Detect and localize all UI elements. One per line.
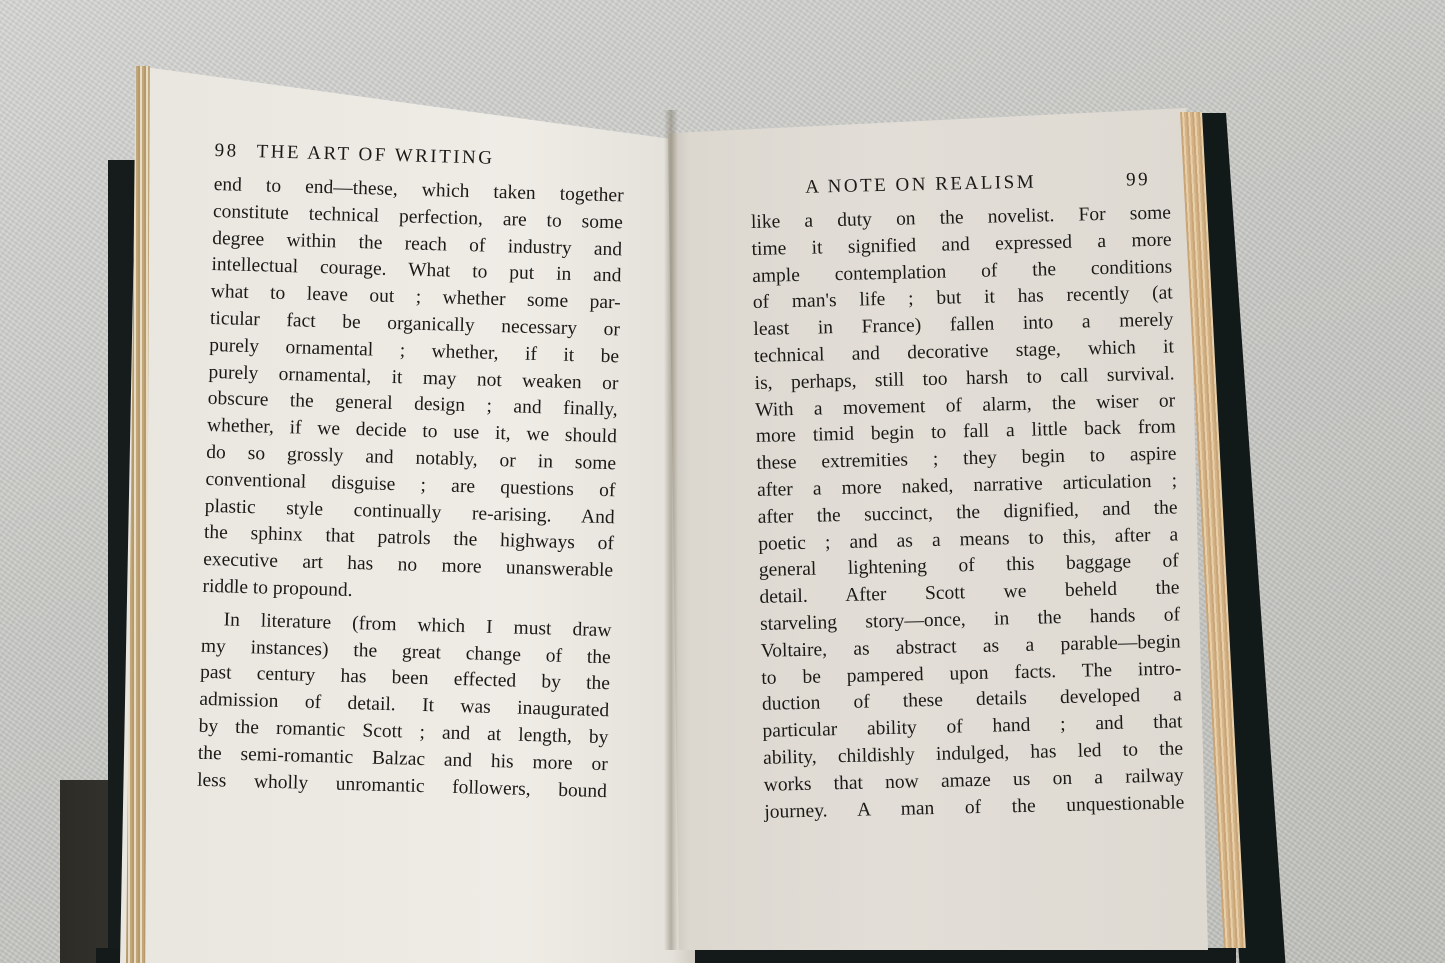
text-line: plastic style continually re-arising. And bbox=[204, 495, 615, 528]
text-line: less wholly unromantic followers, bound bbox=[196, 769, 608, 802]
text-line: the sphinx that patrols the highways of bbox=[203, 522, 615, 555]
text-line: constitute technical perfection, are to some bbox=[212, 200, 624, 234]
paragraph bbox=[751, 200, 1185, 826]
text-line: these extremities ; they begin to aspire bbox=[756, 443, 1177, 475]
text-line: end to end—these, which taken together bbox=[213, 173, 624, 207]
book-gutter bbox=[664, 110, 678, 950]
text-line: whether, if we decide to use it, we should bbox=[206, 415, 618, 448]
text-line: ability, childishly indulged, has led to the bbox=[762, 738, 1184, 769]
text-line: by the romantic Scott ; and at length, by bbox=[198, 715, 609, 749]
left-page-text bbox=[197, 140, 625, 806]
text-line: Voltaire, as abstract as a parable—begin bbox=[760, 631, 1181, 662]
text-line: degree within the reach of industry and bbox=[211, 227, 623, 260]
paragraph bbox=[202, 172, 624, 612]
text-line: intellectual courage. What to put in and bbox=[211, 254, 622, 287]
running-head-title: A NOTE ON REALISM bbox=[804, 171, 1037, 198]
text-line: In literature (from which I must draw bbox=[223, 609, 612, 642]
text-line: least in France) fallen into a merely bbox=[753, 309, 1174, 341]
text-line: particular ability of hand ; and that bbox=[762, 711, 1183, 742]
text-line: ample contemplation of the conditions bbox=[751, 256, 1173, 287]
text-line: With a movement of alarm, the wiser or bbox=[755, 389, 1176, 421]
text-line: technical and decorative stage, which it bbox=[753, 336, 1175, 367]
text-line: more timid begin to fall a little back from bbox=[755, 416, 1177, 448]
text-line: like a duty on the novelist. For some bbox=[750, 202, 1172, 233]
text-line: admission of detail. It was inaugurated bbox=[199, 688, 610, 722]
text-line: what to leave out ; whether some par- bbox=[210, 281, 621, 314]
text-line: purely ornamental ; whether, if it be bbox=[208, 334, 620, 368]
text-line: ticular fact be organically necessary or bbox=[209, 307, 621, 341]
text-line: works that now amaze us on a railway bbox=[763, 765, 1184, 796]
text-line: general lightening of this baggage of bbox=[758, 550, 1180, 582]
text-line: executive art has no more unanswerable bbox=[202, 548, 614, 582]
text-line: conventional disguise ; are questions of bbox=[205, 468, 616, 502]
text-line: poetic ; and as a means to this, after a bbox=[758, 523, 1179, 555]
text-line: time it signified and expressed a more bbox=[751, 229, 1172, 260]
text-line: after the succinct, the dignified, and the bbox=[757, 497, 1178, 528]
paragraph bbox=[197, 607, 612, 806]
text-line: is, perhaps, still too harsh to call survival. bbox=[754, 363, 1175, 394]
page-number: 99 bbox=[1125, 168, 1151, 191]
text-line: past century has been effected by the bbox=[199, 662, 611, 695]
text-line: riddle to propound. bbox=[202, 575, 353, 601]
right-page-text bbox=[750, 168, 1185, 826]
text-line: purely ornamental, it may not weaken or bbox=[208, 361, 619, 394]
text-line: do so grossly and notably, or in some bbox=[205, 441, 617, 475]
text-line: my instances) the great change of the bbox=[200, 635, 612, 668]
text-line: of man's life ; but it has recently (at bbox=[752, 282, 1173, 314]
text-line: to be pampered upon facts. The intro- bbox=[761, 657, 1182, 689]
page-number: 98 bbox=[214, 140, 239, 162]
text-line: after a more naked, narrative articulation ; bbox=[756, 470, 1178, 501]
text-line: duction of these details developed a bbox=[761, 684, 1183, 716]
text-line: starveling story—once, in the hands of bbox=[759, 604, 1181, 635]
running-head-title: THE ART OF WRITING bbox=[256, 141, 495, 169]
text-line: detail. After Scott we beheld the bbox=[759, 577, 1180, 609]
text-line: obscure the general design ; and finally, bbox=[207, 388, 618, 421]
text-line: the semi-romantic Balzac and his more or bbox=[197, 742, 609, 775]
text-line: journey. A man of the unquestionable bbox=[764, 791, 1185, 823]
